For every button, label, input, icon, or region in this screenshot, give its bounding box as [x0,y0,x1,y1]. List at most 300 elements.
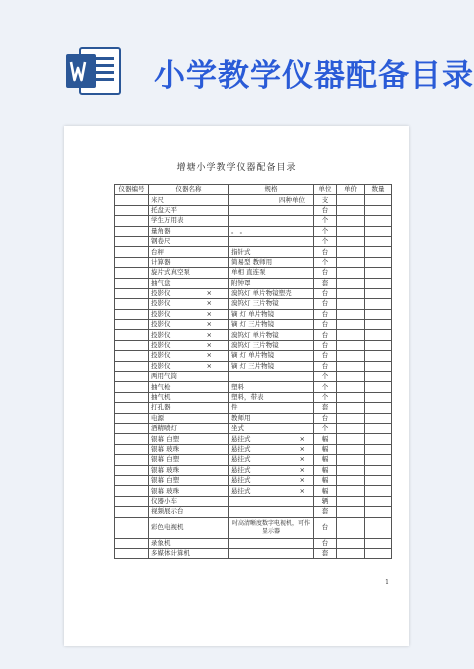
cell-unit: 个 [314,226,337,236]
cell-unit: 套 [314,548,337,558]
cell-number [115,548,149,558]
table-row [115,236,392,246]
cell-name [149,257,229,267]
cell-qty [365,548,392,558]
cell-spec [229,205,314,215]
cell-name [149,382,229,392]
item-name: 银幕 白塑 [151,434,180,443]
cell-name [149,475,229,485]
cell-number [115,247,149,257]
cell-unit: 台 [314,413,337,423]
cell-number [115,538,149,548]
cross-mark: × [206,341,212,350]
cross-mark: × [206,361,212,370]
cell-spec [229,288,314,298]
cell-qty [365,226,392,236]
item-spec: 镝 灯 单片物镜 [231,351,275,360]
table-row [115,403,392,413]
cell-name [149,455,229,465]
cell-price [337,299,365,309]
cell-spec [229,257,314,267]
cell-number [115,475,149,485]
cell-price [337,444,365,454]
item-spec: 溴钨灯 单片物镜 [231,330,279,339]
word-logo-icon [64,42,122,100]
cell-name [149,340,229,350]
cell-price [337,382,365,392]
document-page [64,126,409,646]
cell-price [337,195,365,205]
cell-name [149,226,229,236]
cell-unit: 台 [314,299,337,309]
item-spec: 塑料，带表 [231,393,264,401]
cell-unit: 台 [314,205,337,215]
cell-spec [229,361,314,371]
cell-price [337,507,365,517]
item-name: 抽气盘 [151,278,171,287]
cell-number [115,423,149,433]
item-name: 视频展示台 [151,507,184,516]
document-title: 增塘小学教学仪器配备目录 [176,163,297,173]
cell-spec [229,236,314,246]
cell-qty [365,392,392,402]
cell-name [149,299,229,309]
item-name: 银幕 玻珠 [151,486,180,495]
cell-number [115,361,149,371]
cell-spec [229,413,314,423]
cell-unit: 幅 [314,455,337,465]
cell-name: 多媒体计算机 [149,548,229,558]
cell-number [115,517,149,538]
cell-number [115,288,149,298]
cell-name [149,392,229,402]
item-spec: 坐式 [231,424,244,433]
cell-name [149,361,229,371]
item-name: 钢卷尺 [151,237,171,246]
cell-name [149,205,229,215]
table-row [115,548,392,558]
cell-price [337,538,365,548]
cell-number [115,444,149,454]
cell-name [149,444,229,454]
cell-unit: 套 [314,403,337,413]
cell-qty [365,507,392,517]
cell-qty [365,372,392,382]
table-row [115,195,392,205]
item-spec: 简易型 教师用 [231,257,273,266]
cell-qty [365,309,392,319]
cell-number [115,299,149,309]
cell-price [337,340,365,350]
cell-qty [365,444,392,454]
table-row [115,330,392,340]
cell-name [149,372,229,382]
item-name: 投影仪 [151,289,171,298]
table-row [115,413,392,423]
cell-unit: 台 [314,268,337,278]
cell-price [337,257,365,267]
cell-unit: 套 [314,507,337,517]
cell-price [337,309,365,319]
cell-qty [365,205,392,215]
cell-name [149,278,229,288]
cell-price [337,226,365,236]
col-header-spec: 规格 [229,185,314,195]
cell-price [337,475,365,485]
cell-unit: 幅 [314,434,337,444]
item-name: 学生万用表 [151,216,184,225]
cell-name [149,195,229,205]
cell-number [115,434,149,444]
item-name: 投影仪 [151,361,171,370]
item-spec-extra: 四种单位 [279,195,305,204]
cell-price [337,413,365,423]
cell-price [337,268,365,278]
cell-price [337,465,365,475]
cell-name: 彩色电视机 [149,517,229,538]
cell-price [337,392,365,402]
item-name: 抽气枪 [151,382,171,391]
cell-unit: 个 [314,392,337,402]
table-row [115,309,392,319]
cell-spec [229,278,314,288]
item-spec-extra: × [299,476,305,485]
cell-spec [229,320,314,330]
table-row [115,299,392,309]
cell-qty [365,423,392,433]
item-spec-extra: × [299,465,305,474]
banner-header [0,0,474,118]
cross-mark: × [206,320,212,329]
cell-name [149,236,229,246]
table-row [115,205,392,215]
item-spec: 镝 灯 三片物镜 [231,361,275,370]
cell-qty [365,247,392,257]
cell-unit: 台 [314,320,337,330]
item-spec: 吋高清晰度数字电视机，可作 显示器 [231,519,310,535]
col-header-number: 仪器编号 [115,185,149,195]
item-name: 托盘天平 [151,205,177,214]
table-row [115,496,392,506]
cell-qty [365,288,392,298]
cell-qty [365,257,392,267]
table-row [115,351,392,361]
cell-price [337,548,365,558]
cell-qty [365,455,392,465]
cell-price [337,455,365,465]
cell-spec [229,507,314,517]
cell-qty [365,382,392,392]
table-row [115,486,392,496]
cell-spec [229,216,314,226]
cell-unit: 台 [314,361,337,371]
table-row [115,226,392,236]
cell-unit: 台 [314,247,337,257]
cell-spec [229,548,314,558]
cell-spec [229,382,314,392]
cell-unit: 台 [314,309,337,319]
cell-spec [229,423,314,433]
col-header-unit: 单位 [314,185,337,195]
cell-price [337,372,365,382]
item-spec: 教师用 [231,413,251,422]
cell-name [149,496,229,506]
cell-number [115,278,149,288]
cell-number [115,330,149,340]
cell-qty [365,278,392,288]
cell-spec [229,330,314,340]
cell-qty [365,361,392,371]
table-row [115,268,392,278]
cell-qty [365,403,392,413]
item-name: 投影仪 [151,320,171,329]
cell-spec [229,465,314,475]
cell-name [149,507,229,517]
cell-qty [365,413,392,423]
table-row [115,382,392,392]
item-name: 米尺 [151,195,164,204]
cell-spec [229,372,314,382]
table-row [115,320,392,330]
item-spec: 镝 灯 三片物镜 [231,320,275,329]
cell-qty [365,320,392,330]
item-spec-extra: × [299,486,305,495]
item-name: 投影仪 [151,309,171,318]
cell-qty [365,299,392,309]
cell-number [115,226,149,236]
cell-price [337,423,365,433]
cell-unit: 辆 [314,496,337,506]
item-name: 电源 [151,413,164,422]
table-row [115,538,392,548]
cell-unit: 台 [314,538,337,548]
cell-unit: 幅 [314,465,337,475]
cell-unit: 台 [314,330,337,340]
item-name: 投影仪 [151,341,171,350]
cell-name [149,413,229,423]
cell-qty [365,340,392,350]
cell-qty [365,434,392,444]
table-row [115,434,392,444]
cell-unit: 台 [314,351,337,361]
item-spec-extra: × [299,444,305,453]
cell-qty [365,330,392,340]
cell-spec [229,351,314,361]
cell-unit: 个 [314,372,337,382]
table-row [115,278,392,288]
cell-price [337,278,365,288]
cell-price [337,434,365,444]
cell-price [337,216,365,226]
item-name: 打孔器 [151,403,171,412]
item-spec-extra: × [299,455,305,464]
item-name: 两用气筒 [151,372,177,381]
cell-price [337,288,365,298]
cell-unit: 幅 [314,486,337,496]
cell-qty [365,195,392,205]
cell-spec [229,247,314,257]
cross-mark: × [206,289,212,298]
cell-name [149,268,229,278]
item-spec: 单相 直连泵 [231,268,266,277]
cell-name [149,403,229,413]
item-spec: 镝 灯 单片物镜 [231,309,275,318]
cell-unit: 幅 [314,444,337,454]
cell-price [337,236,365,246]
cell-unit: 幅 [314,475,337,485]
cell-spec [229,496,314,506]
cell-number [115,372,149,382]
cross-mark: × [206,330,212,339]
table-row [115,247,392,257]
cell-spec [229,392,314,402]
cell-number [115,382,149,392]
item-name: 旋片式真空泵 [151,268,190,277]
cell-name [149,351,229,361]
cell-spec [229,434,314,444]
cell-name [149,216,229,226]
inventory-table [114,184,392,559]
item-spec: 塑料 [231,382,244,391]
cross-mark: × [206,351,212,360]
cell-name [149,320,229,330]
cell-number [115,351,149,361]
cell-qty [365,268,392,278]
table-row [115,517,392,538]
cell-name [149,486,229,496]
item-name: 台秤 [151,247,164,256]
cell-number [115,216,149,226]
item-name: 抽气机 [151,393,171,401]
col-header-qty: 数量 [365,185,392,195]
cell-number [115,257,149,267]
table-row [115,372,392,382]
cell-number [115,320,149,330]
cell-number [115,236,149,246]
banner-title: 小学教学仪器配备目录 [154,58,474,94]
cell-qty [365,216,392,226]
cell-price [337,205,365,215]
cell-price [337,496,365,506]
item-spec: 件 [231,403,238,412]
cross-mark: × [206,309,212,318]
item-name: 银幕 白塑 [151,455,180,464]
table-row [115,257,392,267]
cell-unit: 个 [314,216,337,226]
table-row [115,455,392,465]
cell-price [337,247,365,257]
item-spec: 悬挂式 [231,444,251,453]
cell-price [337,517,365,538]
cell-number [115,205,149,215]
cell-name [149,465,229,475]
item-spec: 悬挂式 [231,465,251,474]
cell-unit: 个 [314,236,337,246]
cell-unit: 个 [314,423,337,433]
item-spec: 附钟罩 [231,278,251,287]
item-spec: 悬挂式 [231,434,251,443]
item-name: 银幕 玻珠 [151,444,180,453]
cell-qty [365,538,392,548]
cell-spec [229,226,314,236]
cell-price [337,486,365,496]
cell-spec [229,309,314,319]
cell-number [115,403,149,413]
cell-price [337,361,365,371]
cell-spec [229,195,314,205]
item-name: 银幕 白塑 [151,476,180,485]
cell-qty [365,517,392,538]
cell-spec [229,455,314,465]
cell-unit: 台 [314,288,337,298]
cell-name: 录象机 [149,538,229,548]
item-spec: 悬挂式 [231,486,251,495]
table-row [115,507,392,517]
cell-number [115,413,149,423]
cell-unit: 支 [314,195,337,205]
cell-name [149,247,229,257]
cell-spec [229,403,314,413]
cell-name [149,434,229,444]
cell-name [149,288,229,298]
cell-price [337,403,365,413]
table-row [115,444,392,454]
item-name: 计算器 [151,257,171,266]
cell-number [115,465,149,475]
cell-qty [365,486,392,496]
cell-number [115,486,149,496]
item-spec-extra: × [299,434,305,443]
cell-qty [365,496,392,506]
cell-qty [365,351,392,361]
cell-qty [365,236,392,246]
cell-number [115,507,149,517]
cell-unit: 个 [314,382,337,392]
cell-name [149,309,229,319]
item-name: 投影仪 [151,351,171,360]
item-spec: 悬挂式 [231,455,251,464]
cell-number [115,340,149,350]
cell-number [115,195,149,205]
cell-number [115,268,149,278]
item-name: 银幕 玻珠 [151,465,180,474]
cell-spec [229,340,314,350]
cell-spec [229,486,314,496]
item-name: 仪器小车 [151,496,177,505]
cell-spec [229,299,314,309]
table-row [115,216,392,226]
cell-unit: 台 [314,340,337,350]
cell-number [115,309,149,319]
cell-spec [229,475,314,485]
table-row [115,465,392,475]
item-spec: 指针式 [231,247,251,256]
cell-spec [229,517,314,538]
item-name: 投影仪 [151,330,171,339]
cell-number [115,496,149,506]
table-row [115,423,392,433]
cell-unit: 个 [314,257,337,267]
item-name: 投影仪 [151,299,171,308]
cell-price [337,351,365,361]
page-number: 1 [385,579,389,586]
table-header-row [115,185,392,195]
table-row [115,475,392,485]
table-row [115,392,392,402]
cell-number [115,392,149,402]
table-row [115,361,392,371]
cell-spec [229,444,314,454]
